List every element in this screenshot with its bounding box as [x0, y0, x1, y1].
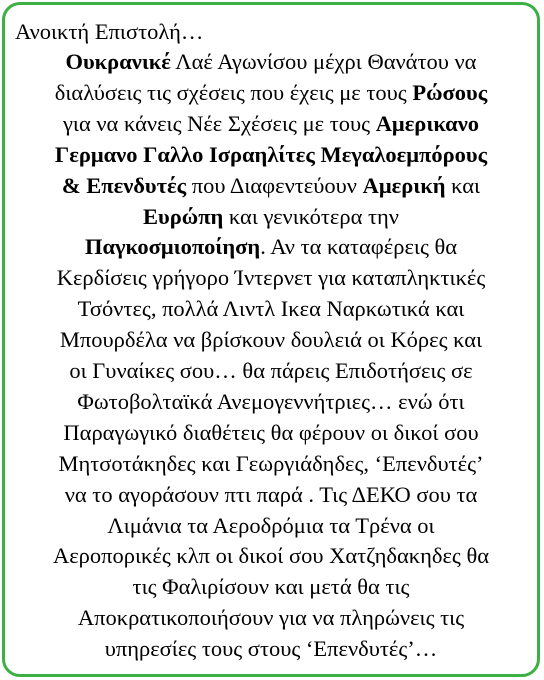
text-segment: Τσόντες, πολλά Λιντλ Ικεα Ναρκωτικά και — [77, 296, 465, 322]
bold-text-segment: Ουκρανικέ — [65, 49, 171, 74]
letter-line — [5, 80, 537, 106]
bold-text-segment: Παγκοσμιοποίηση — [84, 234, 261, 260]
text-segment: Μητσοτάκηδες και Γεωργιάδηδες, ‘Επενδυτές’ — [58, 450, 484, 476]
text-segment: Αεροπορικές κλπ οι δικοί σου Χατζηδακηδες θα — [52, 543, 490, 569]
letter-title: Ανοικτή Επιστολή… — [15, 19, 204, 44]
text-segment: διαλύσεις τις σχέσεις που έχεις με τους — [54, 79, 413, 105]
letter-line — [5, 513, 537, 539]
text-segment: . Αν τα καταφέρεις θα — [260, 234, 458, 260]
open-letter — [5, 5, 537, 674]
letter-line — [5, 204, 537, 230]
bold-text-segment: Αμερικανο — [375, 110, 480, 136]
letter-line — [5, 636, 537, 662]
bold-text-segment: Ρώσους — [412, 79, 488, 105]
letter-line — [5, 296, 537, 322]
letter-line — [5, 420, 537, 446]
letter-line — [5, 389, 537, 415]
text-segment: Παραγωγικό διαθέτεις θα φέρουν οι δικοί σου — [63, 419, 479, 445]
text-segment: τις Φαλιρίσουν και μετά θα τις — [132, 574, 410, 600]
text-segment: για να κάνεις Νέε Σχέσεις με τους — [62, 110, 376, 136]
letter-line — [5, 358, 537, 384]
text-segment: οι Γυναίκες σου… θα πάρεις Επιδοτήσεις σε — [69, 358, 473, 383]
bold-text-segment: Αμερική — [362, 172, 446, 198]
letter-line — [5, 142, 537, 168]
text-segment: και γενικότερα την — [223, 203, 399, 229]
text-segment: και — [445, 172, 481, 198]
letter-line — [5, 234, 537, 260]
text-segment: να το αγοράσουν πτι παρά . Τις ΔΕΚΟ σου τα — [64, 481, 478, 507]
text-segment: Φωτοβολταϊκά Ανεμογεννήτριες… ενώ ότι — [77, 388, 465, 414]
text-segment: Λαέ Αγωνίσου μέχρι Θανάτου να — [170, 49, 477, 74]
bold-text-segment: Ευρώπη — [143, 203, 224, 229]
letter-line — [5, 49, 537, 75]
letter-line — [5, 173, 537, 199]
letter-line — [5, 111, 537, 137]
letter-line — [5, 327, 537, 353]
letter-line — [5, 574, 537, 600]
text-segment: Λιμάνια τα Αεροδρόμια τα Τρένα οι — [107, 512, 435, 538]
text-segment: Αποκρατικοποιήσουν για να πληρώνεις τις — [77, 605, 465, 631]
text-segment: υπηρεσίες τους στους ‘Επενδυτές’… — [104, 636, 438, 662]
letter-line — [5, 605, 537, 631]
letter-line — [5, 543, 537, 569]
text-segment: Μπουρδέλα να βρίσκουν δουλειά οι Κόρες και — [59, 327, 483, 353]
letter-line — [5, 482, 537, 508]
letter-line — [5, 451, 537, 477]
text-segment: Κερδίσεις γρήγορο Ίντερνετ για καταπληκτικές — [56, 265, 486, 291]
bold-text-segment: & Επενδυτές — [61, 172, 187, 198]
text-segment: που Διαφεντεύουν — [186, 172, 363, 198]
bold-text-segment: Γερμανο Γαλλο Ισραηλίτες Μεγαλοεμπόρους — [54, 141, 488, 167]
letter-line — [5, 265, 537, 291]
letter-frame — [2, 2, 540, 677]
